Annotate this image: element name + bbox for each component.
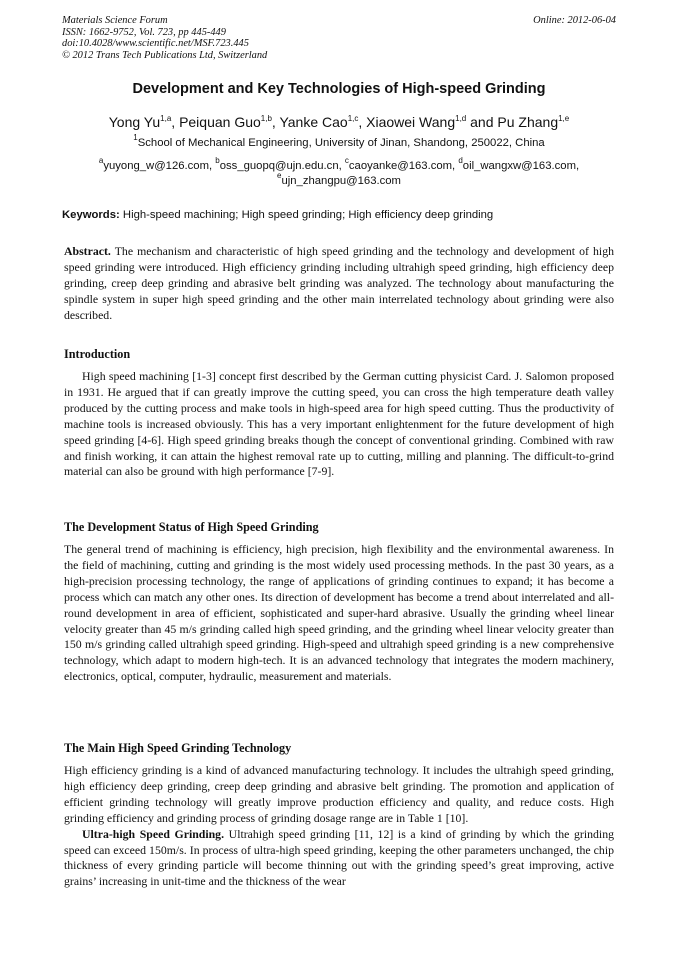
- email-link[interactable]: $^d$oil_wangxw@163.com,: [458, 156, 580, 172]
- author-list: [62, 114, 616, 130]
- journal-name: Materials Science Forum: [62, 15, 168, 26]
- keywords: [62, 209, 616, 221]
- keywords-label: Keywords:: [62, 209, 120, 221]
- abstract: [64, 244, 614, 324]
- email-link[interactable]: $^a$yuyong_w@126.com,: [98, 156, 216, 172]
- abstract-text: The mechanism and characteristic of high speed grinding and the technology and development of high speed grinding were introduced. High efficiency grinding including ultrahigh speed grinding, high efficiency deep grinding, creep deep grinding and abrasive belt grinding was analyzed. The technology about manufacturing the spindle system in super high speed grinding and the other main interrelated technology about grinding were also described.: [64, 244, 614, 322]
- author: Yanke Cao$^{1,c}$,: [279, 114, 367, 130]
- copyright-line: © 2012 Trans Tech Publications Ltd, Switzerland: [62, 49, 268, 61]
- paper-title: Development and Key Technologies of High-speed Grinding: [132, 81, 546, 97]
- section-heading-development-status: The Development Status of High Speed Grinding: [64, 520, 319, 534]
- introduction-body: [64, 369, 614, 480]
- abstract-label: Abstract.: [64, 244, 111, 258]
- author: Yong Yu$^{1,a}$,: [108, 114, 180, 130]
- author: Peiquan Guo$^{1,b}$,: [179, 114, 280, 130]
- subsection-text: Ultrahigh speed grinding [11, 12] is a kind of grinding by which the grinding speed can exceed 150m/s. In process of ultra-high speed grinding, keeping the other parameters unchanged, the chip thickness of every grinding particle will become thinning out with the grinding speed’s great improving, active grains’ increasing in unit-time and the thickness of the wear: [64, 826, 614, 889]
- paragraph: High speed machining [1-3] concept first described by the German cutting physicist Card. J. Salomon proposed in 1931. He argued that if can greatly improve the cutting speed, you can cross the high temperature death valley produced by the cutting process and make tools in high-speed area for high speed cutting. Thus the productivity of machine tools is increased obviously. This has a very important enlightenment for the future development of high speed grinding [4-6]. High speed grinding breaks though the concept of conventional grinding. Combined with raw and finish working, it can attain the highest removal rate up to cutting, milling and planning. The difficult-to-grind material can also be ground with high performance [7-9].: [64, 369, 614, 479]
- issn-line: ISSN: 1662-9752, Vol. 723, pp 445-449: [62, 26, 226, 38]
- paragraph: The general trend of machining is efficiency, high precision, high flexibility and the environmental awareness. In the field of machining, cutting and grinding is the most widely used processing methods. In the past 30 years, as a high-precision processing technology, the range of applications of grinding continues to expand; it has become a process which can match any other ones. Its direction of development has become a trend about interrelated and all-round development in area of efficient, sophisticated and super-hard abrasive. Usually the grinding wheel linear velocity greater than 45 m/s grinding called high speed grinding, and the grinding wheel linear velocity greater than 150 m/s grinding called ultrahigh speed grinding. High-speed and ultrahigh speed grinding is a new comprehensive technology, which adapt to modern high-tech. It is an advanced technology that integrates the modern machinery, electronics, optical, computer, hydraulic, measurement and materials.: [64, 542, 614, 684]
- main-technology-body: [64, 763, 614, 890]
- paragraph: [64, 827, 614, 891]
- email-link[interactable]: $^b$oss_guopq@ujn.edu.cn,: [215, 156, 345, 172]
- email-list: [62, 156, 616, 189]
- email-link[interactable]: $^e$ujn_zhangpu@163.com: [277, 171, 401, 187]
- doi-line[interactable]: doi:10.4028/www.scientific.net/MSF.723.445: [62, 38, 249, 50]
- author: Xiaowei Wang$^{1,d}$ and: [366, 114, 498, 130]
- keywords-text: High-speed machining; High speed grinding; High efficiency deep grinding: [119, 209, 494, 221]
- journal-header: [62, 15, 616, 61]
- paragraph: High efficiency grinding is a kind of advanced manufacturing technology. It includes the ultrahigh speed grinding, high efficiency deep grinding, creep deep grinding and abrasive belt grinding. The promotion and application of efficient grinding technology will greatly improve production efficiency and quality, and reduce costs. High grinding efficiency and grinding process of grinding dosage range are in Table 1 [10].: [64, 763, 614, 825]
- online-date: Online: 2012-06-04: [533, 15, 616, 26]
- author: Pu Zhang$^{1,e}$: [497, 114, 570, 130]
- section-heading-introduction: Introduction: [64, 347, 131, 361]
- affiliation: $^1$School of Mechanical Engineering, University of Jinan, Shandong, 250022, China: [133, 133, 545, 149]
- subsection-label: Ultra-high Speed Grinding.: [82, 826, 225, 841]
- email-link[interactable]: $^c$caoyanke@163.com,: [344, 156, 459, 172]
- section-heading-main-technology: The Main High Speed Grinding Technology: [64, 741, 292, 755]
- development-status-body: [64, 542, 614, 685]
